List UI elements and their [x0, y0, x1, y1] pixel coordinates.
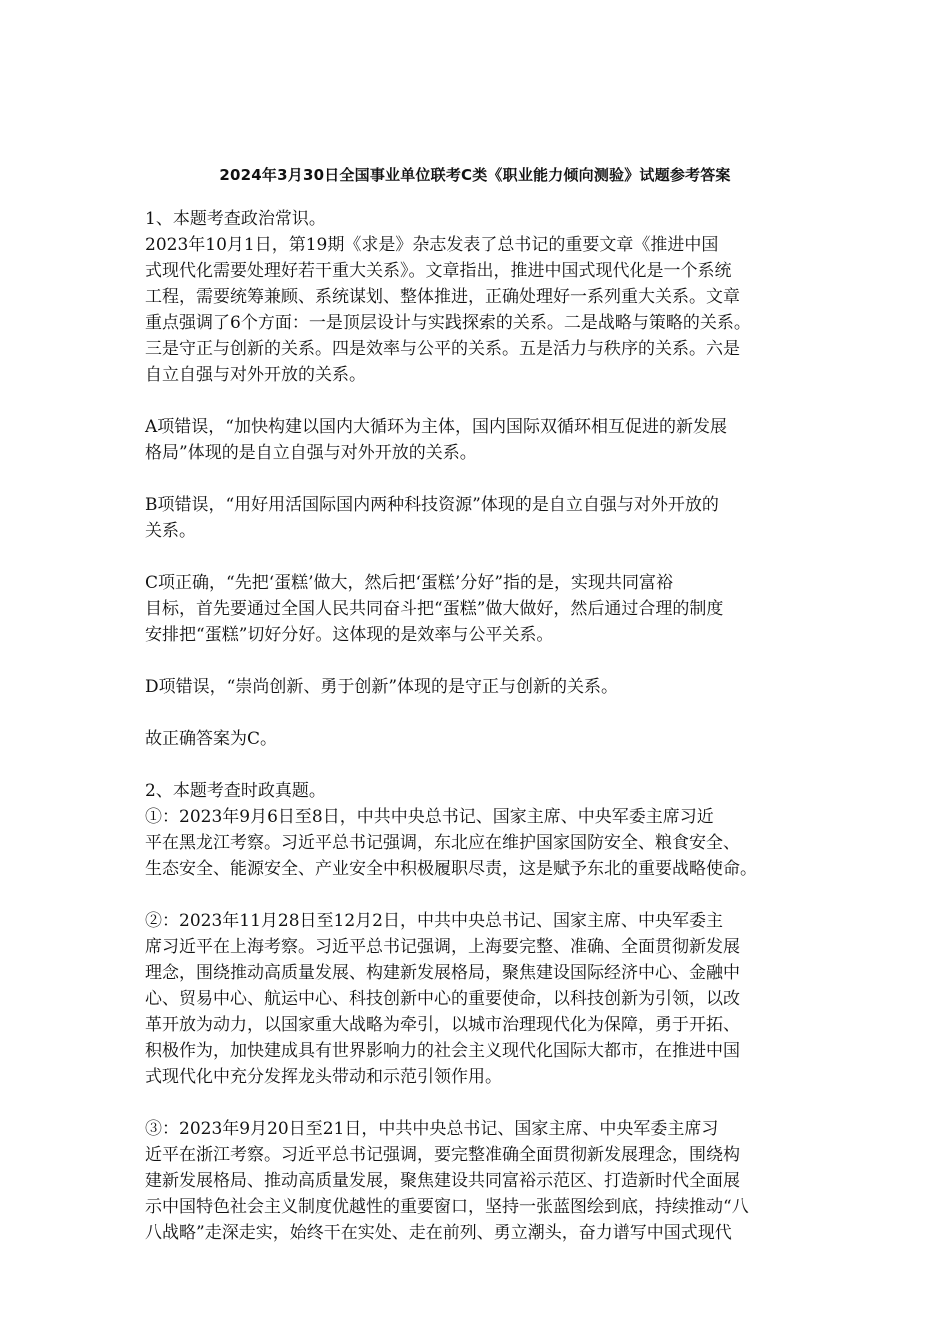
text-line: 2、本题考查时政真题。 [145, 781, 326, 801]
paragraph-gap [145, 388, 813, 414]
text-line: ②：2023年11月28日至12月2日，中共中央总书记、国家主席、中央军委主 [145, 911, 723, 931]
text-line: C项正确，“先把‘蛋糕’做大，然后把‘蛋糕’分好”指的是，实现共同富裕 [145, 573, 674, 593]
text-line: 2023年10月1日，第19期《求是》杂志发表了总书记的重要文章《推进中国 [145, 235, 719, 255]
text-line: ①：2023年9月6日至8日，中共中央总书记、国家主席、中央军委主席习近 [145, 807, 714, 827]
document-body [145, 206, 813, 1246]
text-line: 关系。 [145, 521, 196, 541]
text-line: 式现代化需要处理好若干重大关系》。文章指出，推进中国式现代化是一个系统 [145, 261, 732, 281]
paragraph-gap [145, 466, 813, 492]
text-line: 积极作为，加快建成具有世界影响力的社会主义现代化国际大都市，在推进中国 [145, 1041, 740, 1061]
text-line: 示中国特色社会主义制度优越性的重要窗口，坚持一张蓝图绘到底，持续推动“八 [145, 1197, 749, 1217]
paragraph-gap [145, 544, 813, 570]
text-line: 格局”体现的是自立自强与对外开放的关系。 [145, 443, 477, 463]
text-line: 三是守正与创新的关系。四是效率与公平的关系。五是活力与秩序的关系。六是 [145, 339, 740, 359]
document-title: 2024年3月30日全国事业单位联考C类《职业能力倾向测验》试题参考答案 [219, 166, 731, 184]
text-line: 建新发展格局、推动高质量发展，聚焦建设共同富裕示范区、打造新时代全面展 [145, 1171, 740, 1191]
text-line: B项错误，“用好用活国际国内两种科技资源”体现的是自立自强与对外开放的 [145, 495, 719, 515]
text-line: 自立自强与对外开放的关系。 [145, 365, 366, 385]
text-line: 安排把“蛋糕”切好分好。这体现的是效率与公平关系。 [145, 625, 554, 645]
paragraph-gap [145, 648, 813, 674]
paragraph [145, 206, 813, 388]
paragraph [145, 908, 813, 1090]
paragraph [145, 726, 813, 752]
text-line: 生态安全、能源安全、产业安全中积极履职尽责，这是赋予东北的重要战略使命。 [145, 859, 757, 879]
text-line: 1、本题考查政治常识。 [145, 209, 326, 229]
paragraph-gap [145, 752, 813, 778]
text-line: D项错误，“崇尚创新、勇于创新”体现的是守正与创新的关系。 [145, 677, 619, 697]
text-line: 理念，围绕推动高质量发展、构建新发展格局，聚焦建设国际经济中心、金融中 [145, 963, 740, 983]
text-line: 八战略”走深走实，始终干在实处、走在前列、勇立潮头，奋力谱写中国式现代 [145, 1223, 732, 1243]
text-line: 平在黑龙江考察。习近平总书记强调，东北应在维护国家国防安全、粮食安全、 [145, 833, 740, 853]
paragraph [145, 1116, 813, 1246]
paragraph [145, 778, 813, 882]
paragraph [145, 674, 813, 700]
text-line: A项错误，“加快构建以国内大循环为主体，国内国际双循环相互促进的新发展 [145, 417, 727, 437]
text-line: 重点强调了6个方面：一是顶层设计与实践探索的关系。二是战略与策略的关系。 [145, 313, 751, 333]
text-line: 式现代化中充分发挥龙头带动和示范引领作用。 [145, 1067, 502, 1087]
paragraph [145, 414, 813, 466]
paragraph-gap [145, 882, 813, 908]
text-line: 工程，需要统筹兼顾、系统谋划、整体推进，正确处理好一系列重大关系。文章 [145, 287, 740, 307]
text-line: 目标，首先要通过全国人民共同奋斗把“蛋糕”做大做好，然后通过合理的制度 [145, 599, 724, 619]
paragraph-gap [145, 700, 813, 726]
text-line: 心、贸易中心、航运中心、科技创新中心的重要使命，以科技创新为引领，以改 [145, 989, 740, 1009]
paragraph [145, 492, 813, 544]
text-line: 革开放为动力，以国家重大战略为牵引，以城市治理现代化为保障，勇于开拓、 [145, 1015, 740, 1035]
text-line: 故正确答案为C。 [145, 729, 278, 749]
paragraph-gap [145, 1090, 813, 1116]
text-line: ③：2023年9月20日至21日，中共中央总书记、国家主席、中央军委主席习 [145, 1119, 719, 1139]
text-line: 席习近平在上海考察。习近平总书记强调，上海要完整、准确、全面贯彻新发展 [145, 937, 740, 957]
text-line: 近平在浙江考察。习近平总书记强调，要完整准确全面贯彻新发展理念，围绕构 [145, 1145, 740, 1165]
paragraph [145, 570, 813, 648]
